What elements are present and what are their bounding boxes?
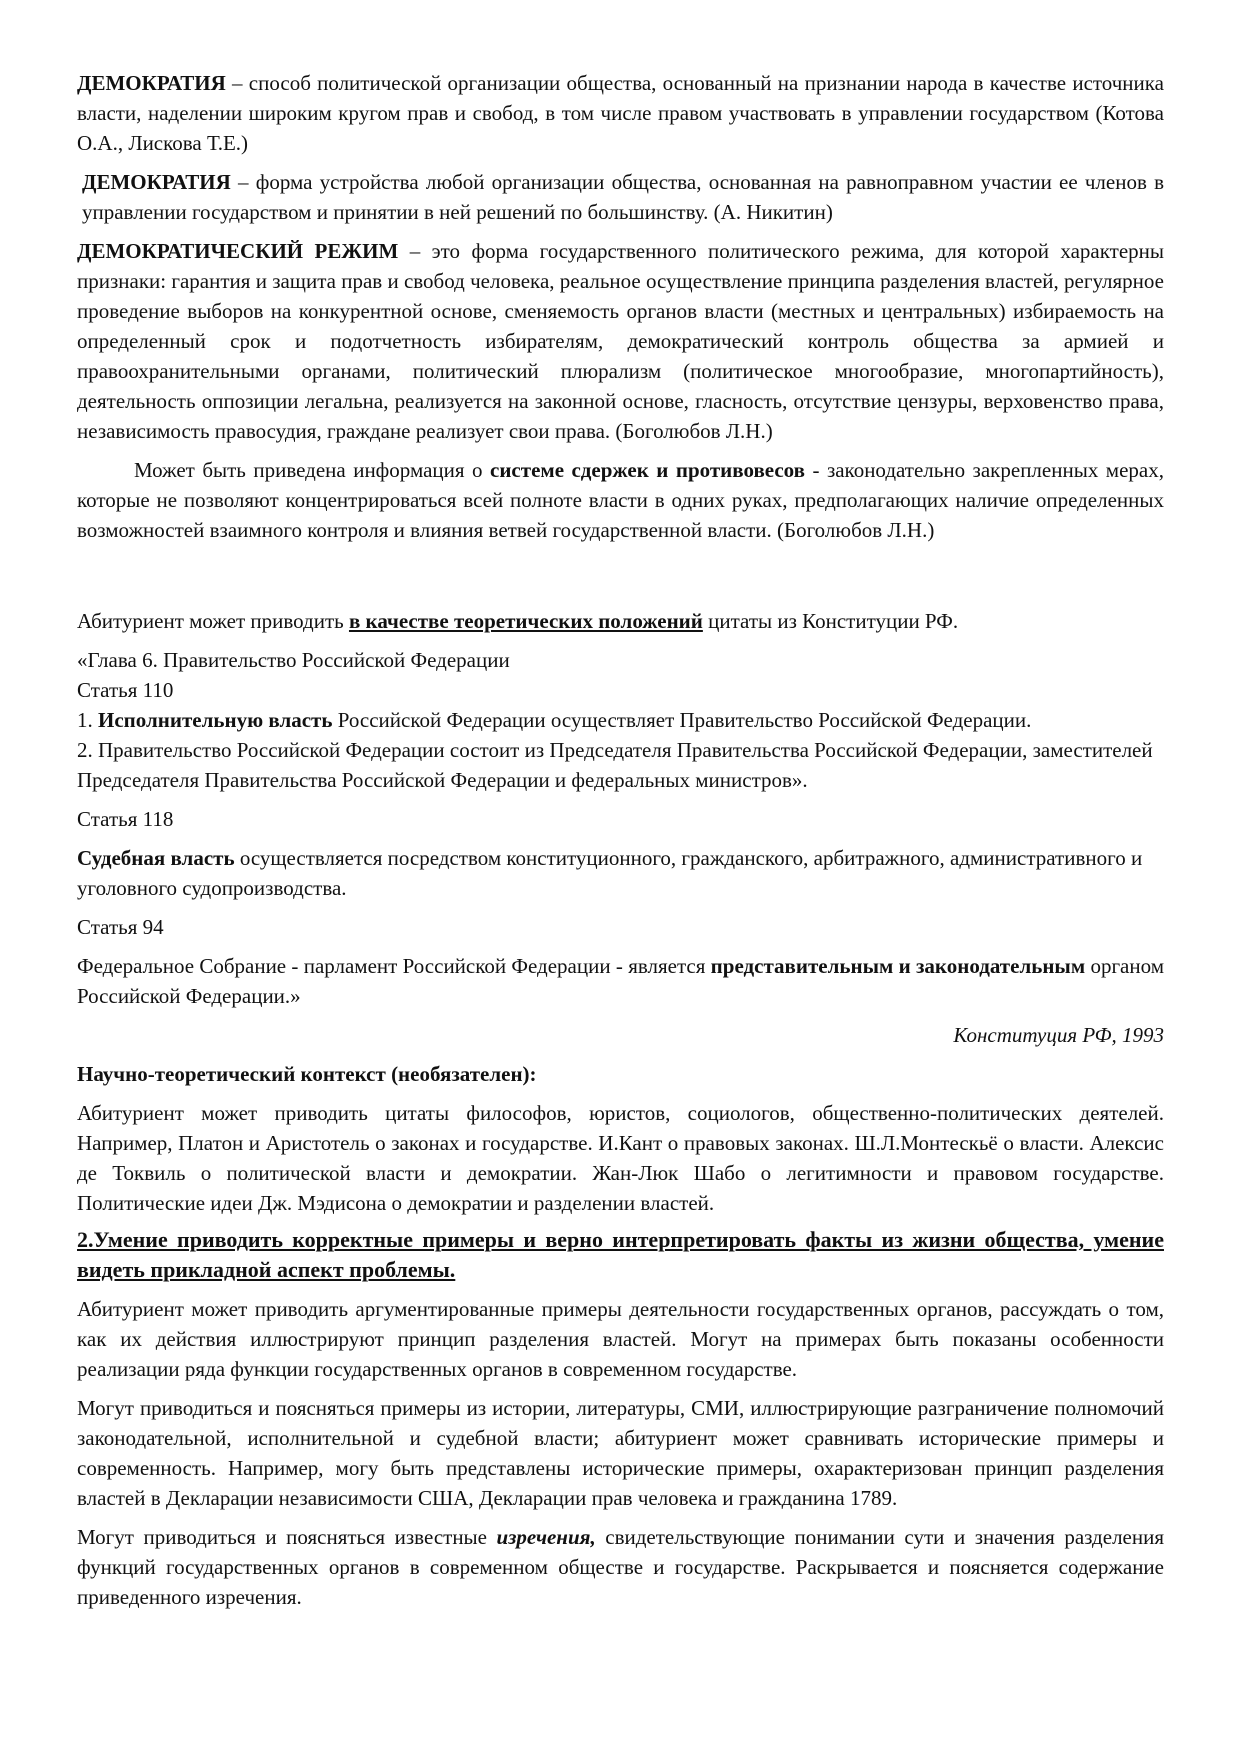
term: ДЕМОКРАТИЯ	[82, 170, 231, 194]
definition-democratic-regime	[77, 236, 1164, 446]
section-2-paragraph-2: Могут приводиться и поясняться примеры из истории, литературы, СМИ, иллюстрирующие разграничение полномочий законодательной, исполнительной и судебной власти; абитуриент может сравнивать исторические примеры и современность. Например, могу быть представлены исторические примеры, охарактеризован принцип разделения властей в Декларации независимости США, Декларации прав человека и гражданина 1789.	[77, 1396, 1164, 1510]
definition-text: – форма устройства любой организации общества, основанная на равноправном участии ее членов в управлении государством и принятии в ней решений по большинству. (А. Никитин)	[82, 170, 1164, 224]
article-94-text: Федеральное Собрание - парламент Российской Федерации - является представительным и законодательным органом Российской Федерации.»	[77, 954, 1165, 1008]
section-2-paragraph-1: Абитуриент может приводить аргументированные примеры деятельности государственных органов, рассуждать о том, как их действия иллюстрируют принцип разделения властей. Могут на примерах быть показаны особенности реализации ряда функции государственных органов в современном государстве.	[77, 1297, 1164, 1381]
chapter-6-heading: «Глава 6. Правительство Российской Федерации	[77, 648, 510, 672]
definition-democracy-1	[77, 68, 1164, 158]
section-2-paragraph-3: Могут приводиться и поясняться известные изречения, свидетельствующие понимании сути и значения разделения функций государственных органов в современном обществе и государстве. Раскрывается и поясняется содержание приведенного изречения.	[77, 1525, 1165, 1609]
checks-and-balances-term: системе сдержек и противовесов	[490, 458, 805, 482]
definition-text: – это форма государственного политического режима, для которой характерны признаки: гарантия и защита прав и свобод человека, реальное осуществление принципа разделения властей, регулярное проведение выборов на конкурентной основе, сменяемость органов власти (местных и центральных) избираемость на определенный срок и подотчетность избирателям, демократический контроль общества за армией и правоохранительными органами, политический плюрализм (политическое многообразие, многопартийность), деятельность оппозиции легальна, реализуется на законной основе, гласность, отсутствие цензуры, верховенство права, независимость правосудия, граждане реализует свои права. (Боголюбов Л.Н.)	[77, 239, 1164, 443]
term: ДЕМОКРАТИЯ	[77, 71, 226, 95]
article-110-heading: Статья 110	[77, 678, 174, 702]
section-2-heading: 2.Умение приводить корректные примеры и верно интерпретировать факты из жизни общества, умение видеть прикладной аспект проблемы.	[77, 1227, 1164, 1282]
article-118-text: Судебная власть осуществляется посредством конституционного, гражданского, арбитражного, административного и уголовного судопроизводства.	[77, 846, 1143, 900]
constitution-source: Конституция РФ, 1993	[953, 1023, 1164, 1047]
constitution-intro: Абитуриент может приводить в качестве теоретических положений цитаты из Конституции РФ.	[77, 609, 959, 633]
definition-democracy-2	[77, 167, 1164, 227]
theoretical-positions-emphasis: в качестве теоретических положений	[348, 609, 703, 633]
article-110-item-2: 2. Правительство Российской Федерации состоит из Председателя Правительства Российской Федерации, заместителей Председателя Правительства Российской Федерации и федеральных министров».	[77, 738, 1153, 792]
article-110-item-1: 1. Исполнительную власть Российской Федерации осуществляет Правительство Российской Федерации.	[77, 708, 1032, 732]
sayings-emphasis: изречения,	[496, 1525, 596, 1549]
checks-and-balances-paragraph: Может быть приведена информация о системе сдержек и противовесов - законодательно закрепленных мерах, которые не позволяют концентрироваться всей полноте власти в одних руках, предполагающих наличие определенных возможностей взаимного контроля и влияния ветвей государственной власти. (Боголюбов Л.Н.)	[77, 458, 1164, 542]
term: ДЕМОКРАТИЧЕСКИЙ РЕЖИМ	[77, 239, 399, 263]
definition-text: – способ политической организации общества, основанный на признании народа в качестве источника власти, наделении широким кругом прав и свобод, в том числе правом участвовать в управлении государством (Котова О.А., Лискова Т.Е.)	[77, 71, 1164, 155]
context-text: Абитуриент может приводить цитаты философов, юристов, социологов, общественно-политических деятелей. Например, Платон и Аристотель о законах и государстве. И.Кант о правовых законах. Ш.Л.Монтескьё о власти. Алексис де Токвиль о политической власти и демократии. Жан-Люк Шабо о легитимности и правовом государстве. Политические идеи Дж. Мэдисона о демократии и разделении властей.	[77, 1101, 1164, 1215]
article-94-heading: Статья 94	[77, 915, 164, 939]
article-118-heading: Статья 118	[77, 807, 174, 831]
context-heading: Научно-теоретический контекст (необязателен):	[77, 1062, 537, 1086]
